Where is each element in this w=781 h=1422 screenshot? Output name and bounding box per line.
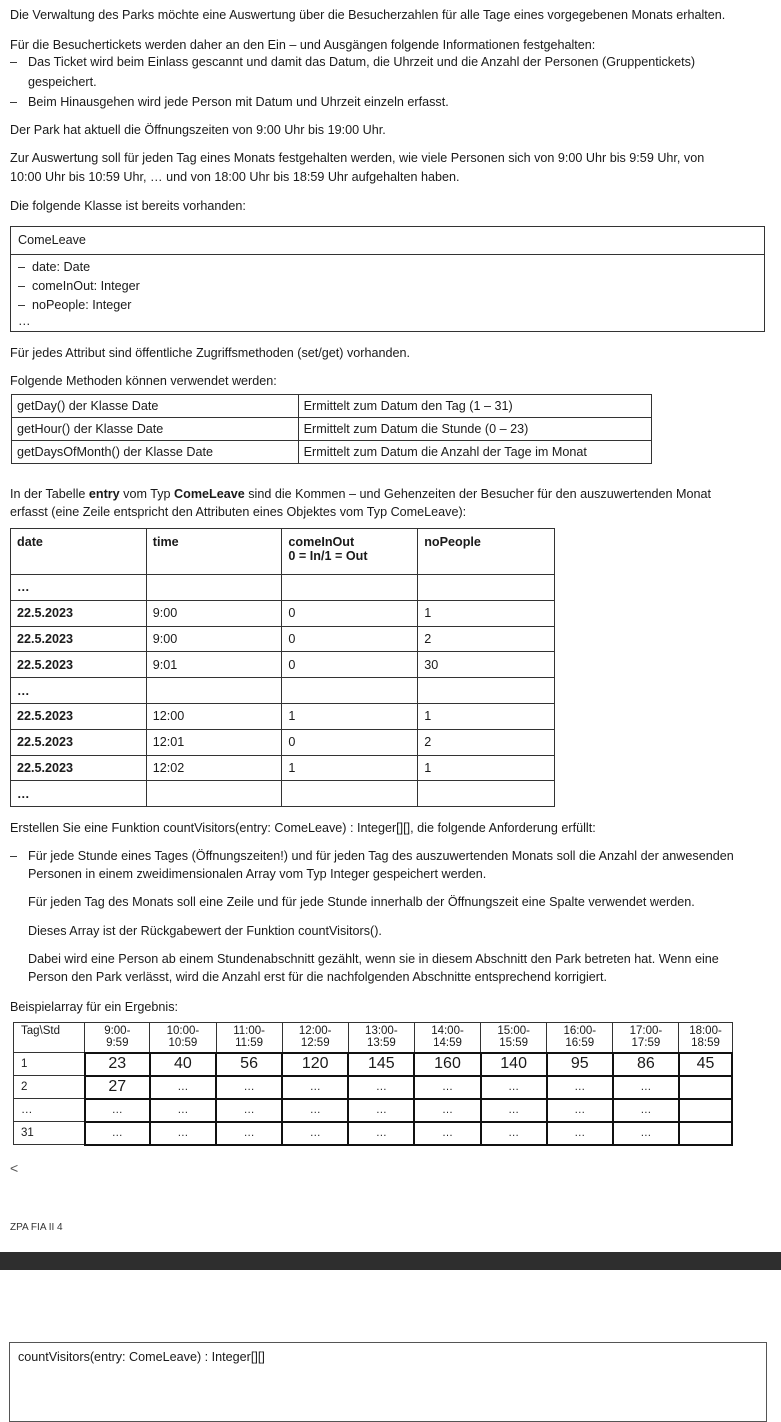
hour-header: 11:00- 11:59 [216, 1023, 282, 1053]
entry-description-cont: erfasst (eine Zeile entspricht den Attributen eines Objektes vom Typ ComeLeave): [10, 505, 467, 519]
table-header-row [14, 1023, 733, 1053]
cell-time: 12:02 [146, 755, 282, 781]
method-description: Ermittelt zum Datum die Anzahl der Tage im Monat [298, 441, 651, 464]
cell-nopeople [418, 678, 555, 704]
bullet-text: Für jede Stunde eines Tages (Öffnungszeiten!) und für jeden Tag des auszuwertenden Monats soll die Anzahl der anwesenden [28, 849, 734, 863]
cell-time: 12:00 [146, 703, 282, 729]
hour-header: 14:00- 14:59 [414, 1023, 480, 1053]
bullet-dash: – [10, 95, 18, 109]
uml-class-name: ComeLeave [11, 227, 764, 255]
visitor-count-cell: 40 [150, 1053, 216, 1076]
table-row [12, 418, 652, 441]
cell-time: 12:01 [146, 729, 282, 755]
cell-nopeople: 2 [418, 626, 555, 652]
cell-date: … [11, 575, 147, 601]
cell-date: 22.5.2023 [11, 755, 147, 781]
corner-header: Tag\Std [14, 1023, 85, 1053]
visitor-count-cell: 86 [613, 1053, 679, 1076]
table-row [11, 652, 555, 678]
visitor-count-cell: 23 [85, 1053, 150, 1076]
visitor-count-cell: 27 [85, 1076, 150, 1099]
column-header-time: time [146, 529, 282, 575]
bullet-exit [10, 94, 449, 111]
hour-header: 12:00- 12:59 [282, 1023, 348, 1053]
page-divider-band [0, 1252, 781, 1270]
cell-date: 22.5.2023 [11, 626, 147, 652]
task-paragraph: Erstellen Sie eine Funktion countVisitors(entry: ComeLeave) : Integer[][], die folgende Anforderung erfüllt: [10, 821, 596, 835]
visitor-count-cell: 140 [481, 1053, 547, 1076]
hour-header: 16:00- 16:59 [547, 1023, 613, 1053]
bullet-dash: – [10, 55, 18, 69]
table-row [11, 600, 555, 626]
day-label: 2 [14, 1076, 85, 1099]
cell-nopeople [418, 575, 555, 601]
visitor-count-cell: 120 [282, 1053, 348, 1076]
hour-header: 13:00- 13:59 [348, 1023, 414, 1053]
day-label: … [14, 1099, 85, 1122]
table-row [11, 755, 555, 781]
cell-date: … [11, 678, 147, 704]
visitor-count-cell: 145 [348, 1053, 414, 1076]
cell-date: 22.5.2023 [11, 652, 147, 678]
uml-attribute: – date: Date [18, 260, 91, 274]
visitor-count-cell: … [547, 1076, 613, 1099]
cell-comeinout: 0 [282, 600, 418, 626]
day-label: 31 [14, 1122, 85, 1145]
answer-box-label: countVisitors(entry: ComeLeave) : Integer[][] [18, 1350, 265, 1364]
visitor-count-cell: … [150, 1076, 216, 1099]
visitor-count-cell [679, 1076, 732, 1099]
class-intro-paragraph: Die folgende Klasse ist bereits vorhanden: [10, 199, 246, 213]
visitor-count-cell: … [85, 1122, 150, 1145]
table-row [14, 1053, 733, 1076]
table-row [14, 1076, 733, 1099]
evaluation-paragraph: Zur Auswertung soll für jeden Tag eines Monats festgehalten werden, wie viele Personen sich von 9:00 Uhr bis 9:59 Uhr, von [10, 151, 705, 165]
example-result-table [13, 1022, 733, 1146]
visitor-count-cell: … [150, 1122, 216, 1145]
visitor-count-cell [679, 1099, 732, 1122]
uml-attribute: – comeInOut: Integer [18, 279, 140, 293]
entry-table [10, 528, 555, 807]
hour-header: 17:00- 17:59 [613, 1023, 679, 1053]
cell-nopeople: 1 [418, 703, 555, 729]
visitor-count-cell: … [547, 1122, 613, 1145]
method-name: getDaysOfMonth() der Klasse Date [12, 441, 299, 464]
visitor-count-cell [679, 1122, 732, 1145]
method-name: getDay() der Klasse Date [12, 395, 299, 418]
visitor-count-cell: … [348, 1099, 414, 1122]
visitor-count-cell: … [348, 1076, 414, 1099]
cell-comeinout: 0 [282, 652, 418, 678]
cell-time: 9:00 [146, 626, 282, 652]
cell-comeinout: 1 [282, 755, 418, 781]
bullet-dash: – [10, 849, 18, 863]
cell-comeinout [282, 678, 418, 704]
cell-comeinout [282, 781, 418, 807]
table-header-row [11, 529, 555, 575]
visitor-count-cell: … [481, 1076, 547, 1099]
cell-comeinout: 1 [282, 703, 418, 729]
bullet-text: Das Ticket wird beim Einlass gescannt und damit das Datum, die Uhrzeit und die Anzahl der Personen (Gruppentickets) [28, 55, 696, 69]
method-name: getHour() der Klasse Date [12, 418, 299, 441]
cell-time [146, 678, 282, 704]
visitor-count-cell: … [216, 1099, 282, 1122]
visitor-count-cell: … [613, 1122, 679, 1145]
table-row [14, 1099, 733, 1122]
cell-date: 22.5.2023 [11, 729, 147, 755]
column-header-comeinout: comeInOut 0 = In/1 = Out [282, 529, 418, 575]
column-header-nopeople: noPeople [418, 529, 555, 575]
visitor-count-cell: … [481, 1099, 547, 1122]
cell-nopeople: 30 [418, 652, 555, 678]
table-row [12, 395, 652, 418]
table-row [12, 441, 652, 464]
cell-nopeople: 1 [418, 600, 555, 626]
hour-header: 9:00- 9:59 [85, 1023, 150, 1053]
cell-comeinout: 0 [282, 729, 418, 755]
hour-header: 18:00- 18:59 [679, 1023, 732, 1053]
visitor-count-cell: … [414, 1099, 480, 1122]
table-row [11, 575, 555, 601]
table-row [14, 1122, 733, 1145]
hour-header: 10:00- 10:59 [150, 1023, 216, 1053]
table-row [11, 781, 555, 807]
visitor-count-cell: … [547, 1099, 613, 1122]
day-label: 1 [14, 1053, 85, 1076]
cell-comeinout [282, 575, 418, 601]
ticket-info-paragraph: Für die Besuchertickets werden daher an den Ein – und Ausgängen folgende Informationen festgehalten: [10, 38, 596, 52]
cell-nopeople [418, 781, 555, 807]
uml-attribute: – noPeople: Integer [18, 298, 132, 312]
column-header-date: date [11, 529, 147, 575]
method-description: Ermittelt zum Datum den Tag (1 – 31) [298, 395, 651, 418]
table-row [11, 626, 555, 652]
answer-box[interactable] [9, 1342, 767, 1422]
cell-date: … [11, 781, 147, 807]
cell-time [146, 781, 282, 807]
entry-description: In der Tabelle entry vom Typ ComeLeave sind die Kommen – und Gehenzeiten der Besucher für den auszuwertenden Monat [10, 487, 712, 501]
visitor-count-cell: … [414, 1076, 480, 1099]
table-row [11, 729, 555, 755]
visitor-count-cell: … [282, 1099, 348, 1122]
hour-header: 15:00- 15:59 [481, 1023, 547, 1053]
requirement-rows-columns: Für jeden Tag des Monats soll eine Zeile und für jede Stunde innerhalb der Öffnungszeit eine Spalte verwendet werden. [28, 895, 695, 909]
table-row [11, 703, 555, 729]
visitor-count-cell: … [481, 1122, 547, 1145]
visitor-count-cell: … [282, 1122, 348, 1145]
cell-time: 9:01 [146, 652, 282, 678]
cell-date: 22.5.2023 [11, 703, 147, 729]
visitor-count-cell: 95 [547, 1053, 613, 1076]
accessor-paragraph: Für jedes Attribut sind öffentliche Zugriffsmethoden (set/get) vorhanden. [10, 346, 410, 360]
opening-hours-paragraph: Der Park hat aktuell die Öffnungszeiten von 9:00 Uhr bis 19:00 Uhr. [10, 123, 386, 137]
methods-table [11, 394, 652, 464]
bullet-scan-entry [10, 54, 695, 71]
methods-intro-paragraph: Folgende Methoden können verwendet werden: [10, 374, 277, 388]
table-row [11, 678, 555, 704]
visitor-count-cell: 45 [679, 1053, 732, 1076]
page-code: ZPA FIA II 4 [10, 1222, 63, 1233]
requirement-bullet-cont: Personen in einem zweidimensionalen Array vom Typ Integer gespeichert werden. [28, 867, 487, 881]
evaluation-paragraph-cont: 10:00 Uhr bis 10:59 Uhr, … und von 18:00 Uhr bis 18:59 Uhr aufgehalten haben. [10, 170, 460, 184]
bullet-scan-entry-cont: gespeichert. [28, 75, 97, 89]
intro-paragraph: Die Verwaltung des Parks möchte eine Auswertung über die Besucherzahlen für alle Tage eines vorgegebenen Monats erhalten. [10, 8, 726, 22]
visitor-count-cell: 160 [414, 1053, 480, 1076]
visitor-count-cell: … [613, 1099, 679, 1122]
cell-time [146, 575, 282, 601]
visitor-count-cell: … [348, 1122, 414, 1145]
requirement-counting-rule-cont: Person den Park verlässt, wird die Anzahl erst für die nachfolgenden Abschnitte entsprechend korrigiert. [28, 970, 607, 984]
cell-nopeople: 1 [418, 755, 555, 781]
visitor-count-cell: … [150, 1099, 216, 1122]
requirement-counting-rule: Dabei wird eine Person ab einem Stundenabschnitt gezählt, wenn sie in diesem Abschnitt den Park betreten hat. Wenn eine [28, 952, 719, 966]
requirement-return-value: Dieses Array ist der Rückgabewert der Funktion countVisitors(). [28, 924, 382, 938]
uml-class-box [10, 226, 765, 332]
requirement-bullet [10, 848, 734, 865]
visitor-count-cell: … [282, 1076, 348, 1099]
visitor-count-cell: … [613, 1076, 679, 1099]
visitor-count-cell: … [216, 1076, 282, 1099]
cell-comeinout: 0 [282, 626, 418, 652]
method-description: Ermittelt zum Datum die Stunde (0 – 23) [298, 418, 651, 441]
visitor-count-cell: 56 [216, 1053, 282, 1076]
uml-ellipsis: … [18, 314, 31, 328]
cell-date: 22.5.2023 [11, 600, 147, 626]
visitor-count-cell: … [216, 1122, 282, 1145]
visitor-count-cell: … [414, 1122, 480, 1145]
visitor-count-cell: … [85, 1099, 150, 1122]
cell-nopeople: 2 [418, 729, 555, 755]
bullet-text: Beim Hinausgehen wird jede Person mit Datum und Uhrzeit einzeln erfasst. [28, 95, 449, 109]
cell-time: 9:00 [146, 600, 282, 626]
example-label: Beispielarray für ein Ergebnis: [10, 1000, 178, 1014]
margin-mark: < [10, 1160, 19, 1176]
